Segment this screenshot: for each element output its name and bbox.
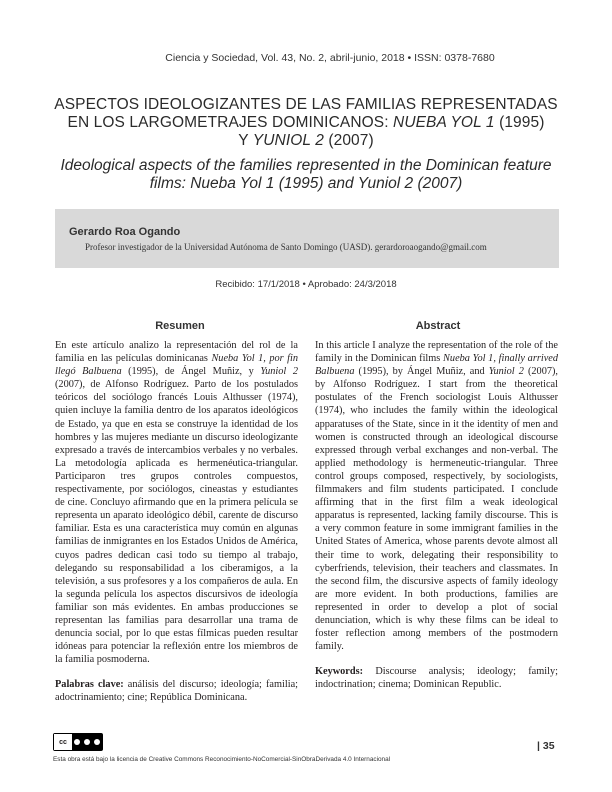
abstract-text: In this article I analyze the representation of the role of the family in the Dominican films Nueba Yol 1, finally arrived Balbuena (1995), by Ángel Muñiz, and Yuniol 2 (2007), by Alfonso Rodríguez. I start from the theoretical postulates of the French sociologist Louis Althusser (1974), who includes the family within the ideological apparatuses of the State, since in it the identity of men and women is constructed through an ideological discourse expressed through verbal exchanges and non-verbal. The applied methodology is hermeneutic-triangular. Three control groups composed, respectively, by sociologists, filmmakers and film students participated. I conclude affirming that in the first film a weak ideological apparatus is represented, lacking family discourse. This is a very common feature in some immigrant families in the United States of America, whose parents devote almost all their time to work, delegating their responsibility to cyberfriends, television, their teachers and classmates. In the second film, the discursive aspects of family ideology are more evident. In both productions, families are represented in order to develop a plot of social denunciation, which is why these films can be ideal to foster reflection among members of the postmodern family. — [315, 340, 558, 653]
journal-header: Ciencia y Sociedad, Vol. 43, No. 2, abril-junio, 2018 • ISSN: 0378-7680 — [165, 52, 495, 64]
abstract-heading: Abstract — [415, 320, 461, 332]
received-approved-dates: Recibido: 17/1/2018 • Aprobado: 24/3/2018 — [215, 279, 397, 290]
resumen-heading: Resumen — [155, 320, 205, 332]
resumen-column — [55, 339, 298, 705]
spanish-title-line-1: ASPECTOS IDEOLOGIZANTES DE LAS FAMILIAS REPRESENTADAS — [54, 96, 558, 113]
creative-commons-badge[interactable] — [53, 733, 103, 751]
nd-icon — [94, 739, 100, 745]
spanish-title-line-3: Y YUNIOL 2 (2007) — [238, 132, 374, 149]
by-icon — [74, 739, 80, 745]
english-title-line-1: Ideological aspects of the families represented in the Dominican feature — [60, 157, 552, 174]
author-affiliation: Profesor investigador de la Universidad Autónoma de Santo Domingo (UASD). gerardoroaogando@gmail.com — [85, 242, 487, 252]
palabras-clave: Palabras clave: análisis del discurso; ideología; familia; adoctrinamiento; cine; República Dominicana. — [55, 679, 298, 704]
english-title-line-2: films: Nueba Yol 1 (1995) and Yuniol 2 (2007) — [149, 175, 463, 192]
resumen-text: En este artículo analizo la representación del rol de la familia en las películas dominicanas Nueba Yol 1, por fin llegó Balbuena (1995), de Ángel Muñiz, y Yuniol 2 (2007), de Alfonso Rodríguez. Parto de los postulados teóricos del sociólogo francés Louis Althusser (1974), quien incluye la familia dentro de los aparatos ideológicos de Estado, ya que en esta se construye la identidad de los hombres y las mujeres mediante un discurso ideologizante expresado a través de intercambios verbales y no verbales. La metodología aplicada es hermenéutica-triangular. Participaron tres grupos controles compuestos, respectivamente, por sociólogos, cineastas y estudiantes de cine. Concluyo afirmando que en la primera película se representa un aparato ideológico débil, carente de discurso familiar. Esta es una característica muy común en algunas familias de inmigrantes en los Estados Unidos de América, cuyos padres dedican casi todo su tiempo al trabajo, delegando su responsabilidad a los ciberamigos, a la televisión, a sus profesores y a los compañeros de aula. En la segunda película los aspectos discursivos de ideología familiar son más evidentes. En ambas producciones se representan las familias para desarrollar una trama de denuncia social, por lo que estas fílmicas pueden resultar idóneas para potenciar la reflexión entre los miembros de la familia posmoderna. — [55, 340, 299, 666]
spanish-title-line-2: EN LOS LARGOMETRAJES DOMINICANOS: NUEBA YOL 1 (1995) — [67, 114, 545, 131]
nc-icon — [84, 739, 90, 745]
abstract-column — [315, 339, 558, 691]
cc-license-icons — [72, 734, 102, 750]
author-box — [55, 209, 559, 268]
page-number: | 35 — [537, 740, 555, 752]
keywords: Keywords: Discourse analysis; ideology; family; indoctrination; cinema; Dominican Republic. — [315, 666, 558, 691]
license-text: Esta obra está bajo la licencia de Creative Commons Reconocimiento-NoComercial-SinObraDerivada 4.0 Internacional — [53, 756, 391, 763]
cc-logo-icon: cc — [54, 734, 72, 750]
author-name: Gerardo Roa Ogando — [69, 226, 181, 238]
english-title — [50, 157, 562, 193]
spanish-title — [50, 96, 562, 150]
